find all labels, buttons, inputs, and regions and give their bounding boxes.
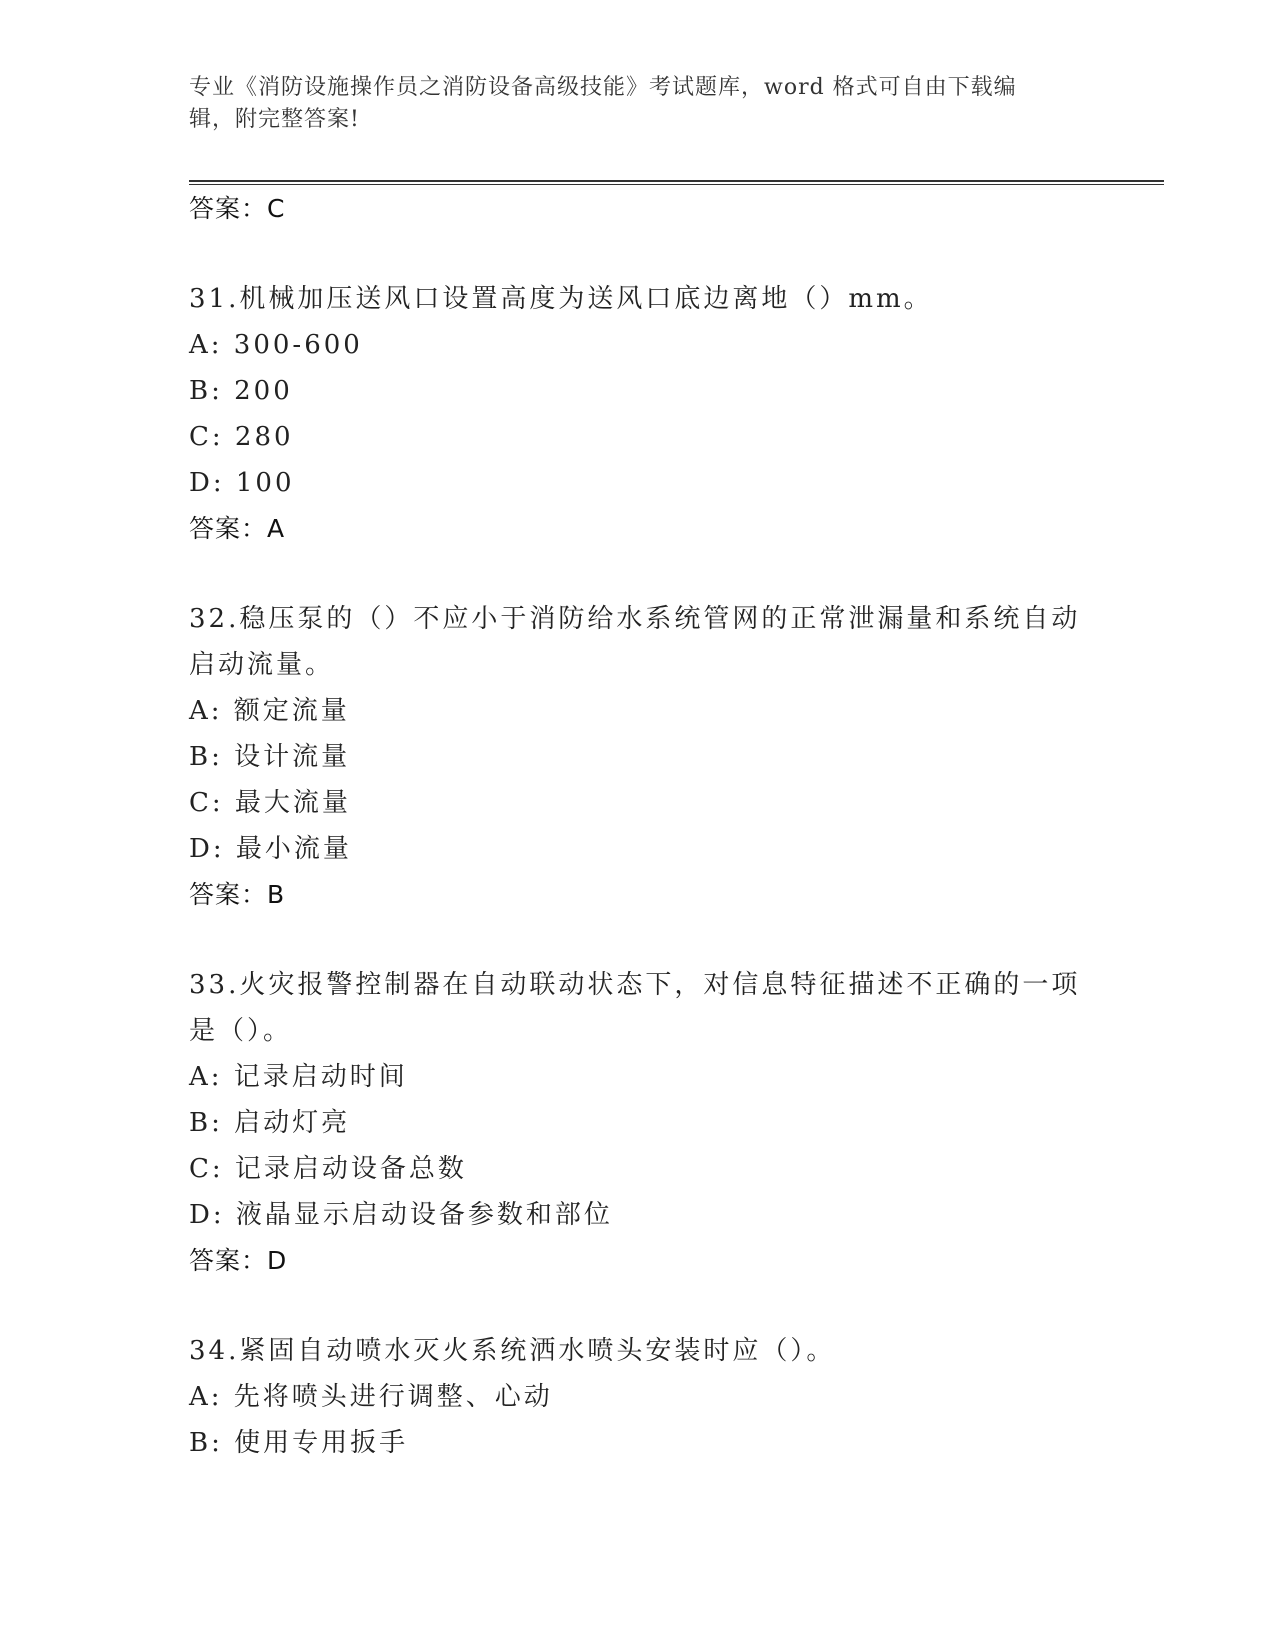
spacer bbox=[189, 552, 1089, 596]
option-d: D: 最小流量 bbox=[189, 834, 352, 864]
option-d: D: 液晶显示启动设备参数和部位 bbox=[189, 1200, 613, 1230]
spacer bbox=[189, 918, 1089, 962]
option-a: A: 先将喷头进行调整、心动 bbox=[189, 1382, 553, 1412]
header-divider-thin bbox=[189, 184, 1164, 185]
question-text: 33.火灾报警控制器在自动联动状态下，对信息特征描述不正确的一项是（）。 bbox=[189, 970, 1081, 1046]
question-block bbox=[189, 962, 1089, 1284]
spacer bbox=[189, 1284, 1089, 1328]
question-text: 31.机械加压送风口设置高度为送风口底边离地（）mm。 bbox=[189, 284, 933, 314]
answer-line: 答案：A bbox=[189, 514, 286, 543]
answer-line: 答案：B bbox=[189, 880, 286, 909]
questions-content bbox=[189, 186, 1089, 1466]
spacer bbox=[189, 232, 1089, 276]
option-c: C: 记录启动设备总数 bbox=[189, 1154, 467, 1184]
option-b: B: 200 bbox=[189, 376, 293, 406]
option-a: A: 300-600 bbox=[189, 330, 363, 360]
option-a: A: 额定流量 bbox=[189, 696, 350, 726]
question-text: 32.稳压泵的（）不应小于消防给水系统管网的正常泄漏量和系统自动启动流量。 bbox=[189, 604, 1081, 680]
question-text: 34.紧固自动喷水灭火系统洒水喷头安装时应（）。 bbox=[189, 1336, 836, 1366]
option-d: D: 100 bbox=[189, 468, 295, 498]
question-block bbox=[189, 276, 1089, 552]
answer-line: 答案：C bbox=[189, 194, 286, 223]
header-divider-thick bbox=[189, 180, 1164, 182]
option-a: A: 记录启动时间 bbox=[189, 1062, 408, 1092]
option-b: B: 启动灯亮 bbox=[189, 1108, 351, 1138]
option-b: B: 设计流量 bbox=[189, 742, 351, 772]
document-header bbox=[189, 72, 1069, 136]
answer-line: 答案：D bbox=[189, 1246, 288, 1275]
option-c: C: 最大流量 bbox=[189, 788, 351, 818]
option-b: B: 使用专用扳手 bbox=[189, 1428, 409, 1458]
question-block bbox=[189, 596, 1089, 918]
question-block bbox=[189, 1328, 1089, 1466]
header-line-1: 专业《消防设施操作员之消防设备高级技能》考试题库，word 格式可自由下载编 bbox=[189, 75, 1017, 100]
option-c: C: 280 bbox=[189, 422, 294, 452]
header-line-2: 辑，附完整答案! bbox=[189, 107, 360, 132]
